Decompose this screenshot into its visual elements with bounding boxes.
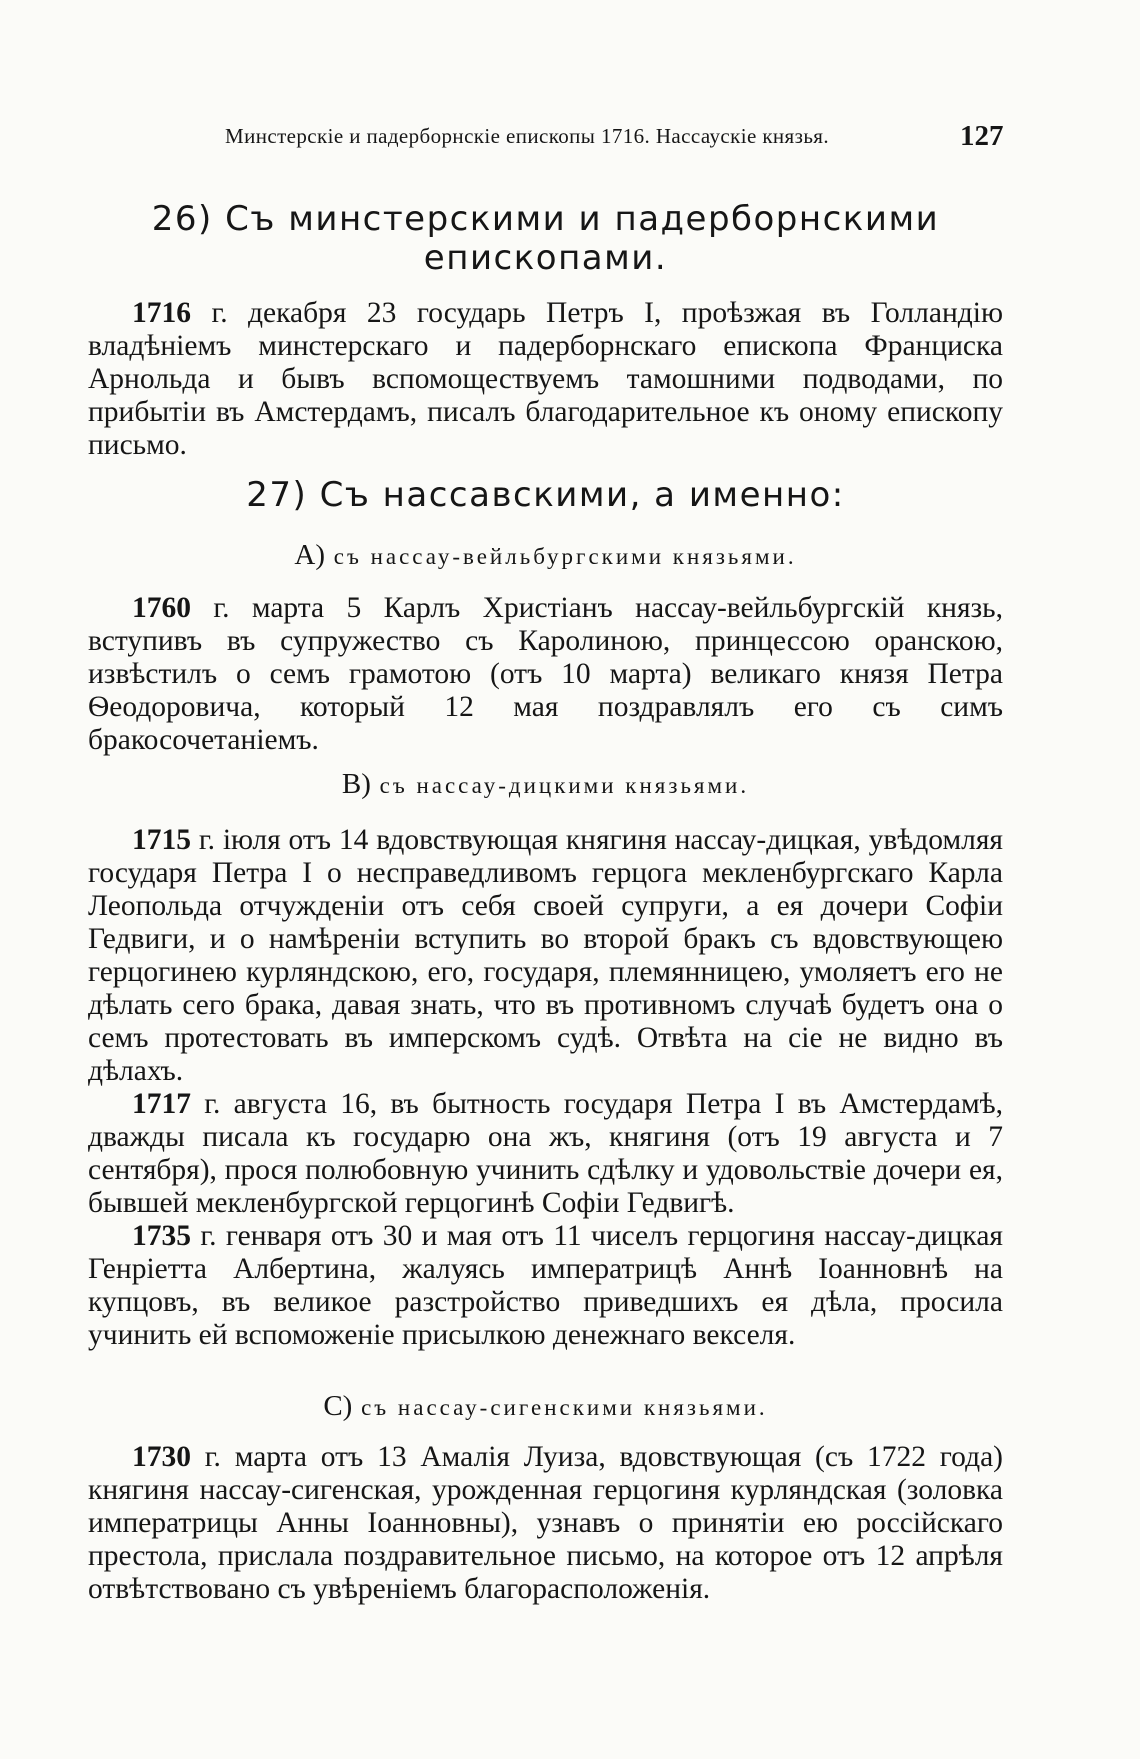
entry-1735	[88, 1220, 1003, 1352]
entry-year: 1735	[132, 1220, 191, 1252]
subsection-b-heading	[88, 768, 1003, 801]
entry-text: г. марта 5 Карлъ Христіанъ нассау-вейльбургскій князь, вступивъ въ супружество съ Каролиною, принцессою оранскою, извѣстилъ о семъ грамотою (отъ 10 марта) великаго князя Петра Ѳеодоровича, который 12 мая поздравлялъ его съ симъ бракосочетаніемъ.	[88, 592, 1003, 756]
entry-year: 1716	[132, 297, 191, 329]
section-26-entry-1716	[88, 297, 1003, 462]
section-27-heading: 27) Съ нассавскими, а именно:	[246, 475, 845, 515]
entry-year: 1717	[132, 1088, 191, 1120]
subsection-b-entries	[88, 824, 1003, 1352]
page-number: 127	[960, 120, 1004, 152]
entry-year: 1760	[132, 592, 191, 624]
subsection-title: съ нассау-сигенскими князьями.	[361, 1395, 768, 1420]
entry-year: 1730	[132, 1441, 191, 1473]
subsection-letter: A)	[294, 539, 325, 571]
section-26-heading: 26) Съ минстерскими и падерборнскими епископами.	[151, 199, 940, 278]
subsection-a-entry-1760	[88, 592, 1003, 757]
subsection-c-heading	[88, 1390, 1003, 1423]
entry-1715	[88, 824, 1003, 1088]
entry-text: г. іюля отъ 14 вдовствующая княгиня нассау-дицкая, увѣдомляя государя Петра I о несправедливомъ герцога мекленбургскаго Карла Леопольда отчужденіи отъ себя своей супруги, а ея дочери Софіи Гедвиги, и о намѣреніи вступить во второй бракъ съ вдовствующею герцогинею курляндскою, его, государя, племянницею, умоляетъ его не дѣлать сего брака, давая знать, что въ противномъ случаѣ будетъ она о семъ протестовать въ имперскомъ судѣ. Отвѣта на сіе не видно въ дѣлахъ.	[88, 824, 1003, 1087]
subsection-a-heading	[88, 539, 1003, 572]
entry-text: г. марта отъ 13 Амалія Луиза, вдовствующая (съ 1722 года) княгиня нассау-сигенская, урожденная герцогиня курляндская (золовка императрицы Анны Іоанновны), узнавъ о принятіи ею россійскаго престола, прислала поздравительное письмо, на которое отъ 12 апрѣля отвѣтствовано съ увѣреніемъ благорасположенія.	[88, 1441, 1003, 1605]
entry-text: г. генваря отъ 30 и мая отъ 11 чиселъ герцогиня нассау-дицкая Генріетта Албертина, жалуясь императрицѣ Аннѣ Іоанновнѣ на купцовъ, въ великое разстройство приведшихъ ея дѣла, просила учинить ей вспоможеніе присылкою денежнаго векселя.	[88, 1220, 1003, 1351]
subsection-letter: C)	[323, 1390, 353, 1422]
subsection-title: съ нассау-вейльбургскими князьями.	[333, 544, 797, 569]
subsection-title: съ нассау-дицкими князьями.	[379, 773, 750, 798]
running-head	[0, 120, 1140, 160]
subsection-c-entry-1730	[88, 1441, 1003, 1606]
entry-1717	[88, 1088, 1003, 1220]
entry-text: г. декабря 23 государь Петръ I, проѣзжая въ Голландію владѣніемъ минстерскаго и падерборнскаго епископа Франциска Арнольда и бывъ вспомоществуемъ тамошними подводами, по прибытіи въ Амстердамъ, писалъ благодарительное къ оному епископу письмо.	[88, 297, 1003, 461]
entry-text: г. августа 16, въ бытность государя Петра I въ Амстердамѣ, дважды писала къ государю она жъ, княгиня (отъ 19 августа и 7 сентября), прося полюбовную учинить сдѣлку и удовольствіе дочери ея, бывшей мекленбургской герцогинѣ Софіи Гедвигѣ.	[88, 1088, 1003, 1219]
subsection-letter: B)	[341, 768, 371, 800]
running-title: Минстерскіе и падерборнскіе епископы 1716. Нассаускіе князья.	[225, 124, 830, 148]
entry-year: 1715	[132, 824, 191, 856]
